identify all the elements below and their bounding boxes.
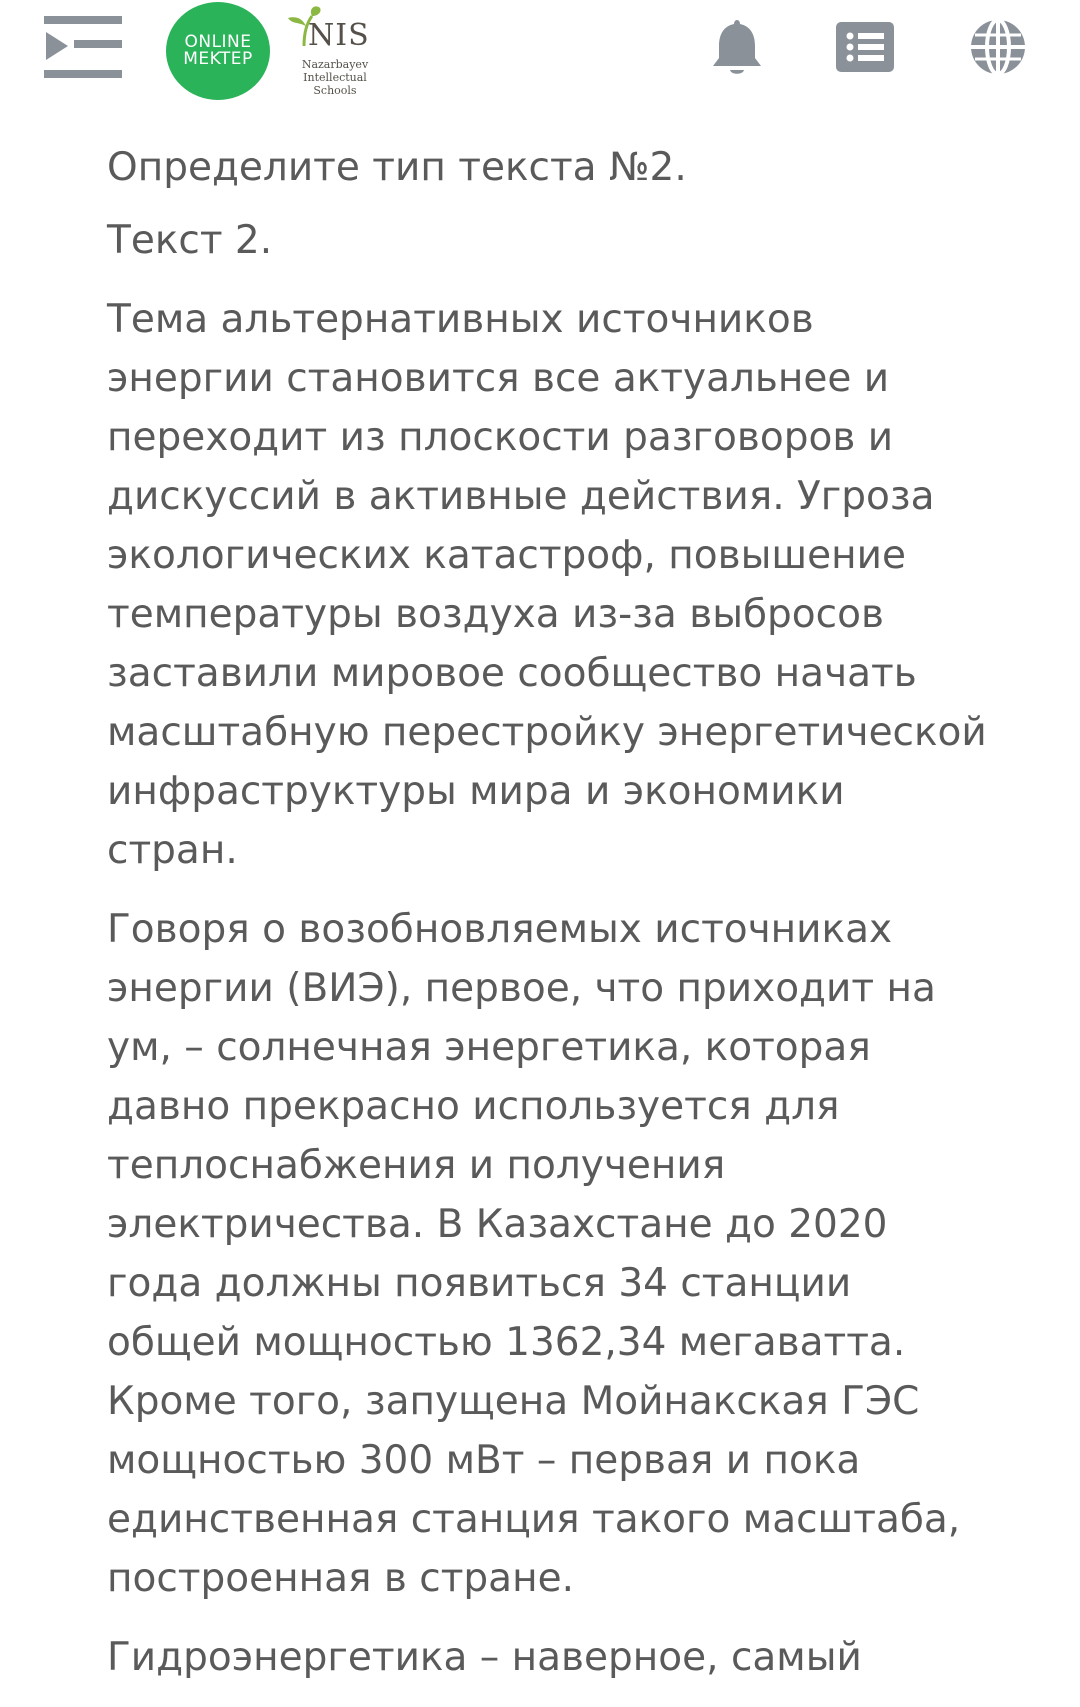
- nis-sub-line1: Nazarbayev: [301, 58, 369, 71]
- nis-sub-line3: Schools: [313, 84, 357, 97]
- bell-icon[interactable]: [706, 16, 768, 78]
- question-content: [107, 138, 987, 1707]
- text-paragraph-2: Говоря о возобновляемых источниках энергии (ВИЭ), первое, что приходит на ум, – солнечная энергетика, которая давно прекрасно используется для теплоснабжения и получения электричества. В Казахстане до 2020 года должны появиться 34 станции общей мощностью 1362,34 мегаватта. Кроме того, запущена Мойнакская ГЭС мощностью 300 мВт – первая и пока единственная станция такого масштаба, построенная в стране.: [107, 907, 961, 1601]
- nis-subtitle: [298, 58, 372, 97]
- nis-title: NIS: [308, 18, 370, 53]
- menu-icon[interactable]: [44, 12, 122, 84]
- nis-sub-line2: Intellectual: [303, 71, 367, 84]
- online-mektep-logo[interactable]: [166, 2, 270, 100]
- globe-icon[interactable]: [967, 16, 1029, 78]
- logo-online-line2: MEKTEP: [183, 49, 253, 69]
- list-icon[interactable]: [834, 16, 896, 78]
- nis-logo[interactable]: [278, 0, 378, 100]
- top-bar: [0, 0, 1080, 108]
- text-paragraph-1: Тема альтернативных источников энергии становится все актуальнее и переходит из плоскости разговоров и дискуссий в активные действия. Угроза экологических катастроф, повышение температуры воздуха из-за выбросов заставили мировое сообщество начать масштабную перестройку энергетической инфраструктуры мира и экономики стран.: [107, 297, 987, 873]
- question-text: Определите тип текста №2.: [107, 145, 687, 190]
- text-label: Текст 2.: [107, 218, 273, 263]
- logo-online-line1: ONLINE: [184, 32, 252, 52]
- text-paragraph-3: Гидроэнергетика – наверное, самый: [107, 1635, 862, 1680]
